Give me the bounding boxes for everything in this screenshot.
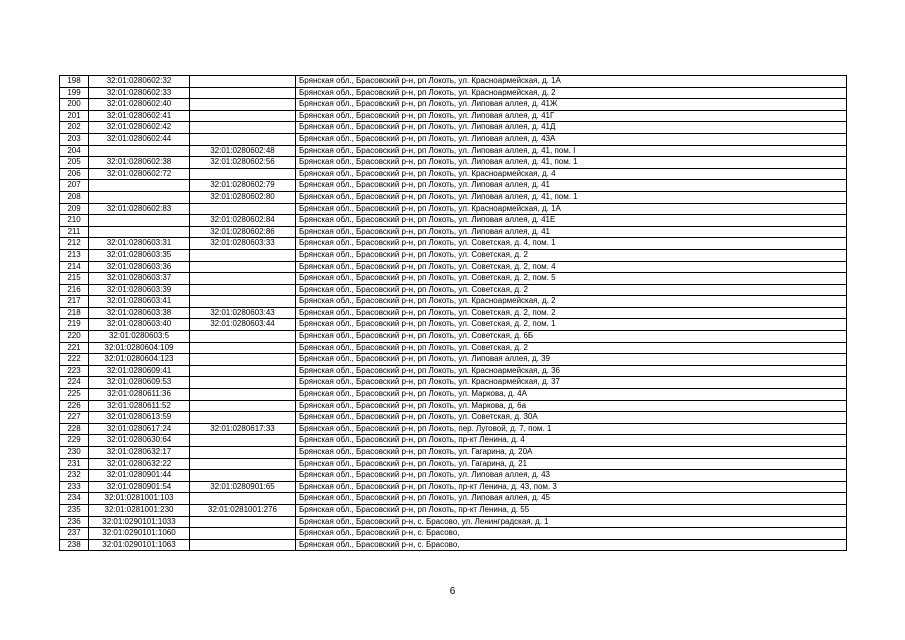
- table-row: [60, 377, 847, 389]
- address-cell: Брянская обл., Брасовский р-н, рп Локоть, пр-кт Ленина, д. 55: [296, 504, 847, 516]
- row-number-cell: 212: [60, 238, 89, 250]
- address-cell: Брянская обл., Брасовский р-н, рп Локоть, пр-кт Ленина, д. 4: [296, 435, 847, 447]
- address-cell: Брянская обл., Брасовский р-н, рп Локоть, ул. Советская, д. 2: [296, 342, 847, 354]
- row-number-cell: 200: [60, 99, 89, 111]
- cadastral-number-cell: 32:01:0280611:52: [89, 400, 190, 412]
- address-cell: Брянская обл., Брасовский р-н, рп Локоть, ул. Липовая аллея, д. 39: [296, 354, 847, 366]
- cadastral-number-cell: 32:01:0280632:17: [89, 447, 190, 459]
- cadastral-number-cell: 32:01:0280632:22: [89, 458, 190, 470]
- row-number-cell: 226: [60, 400, 89, 412]
- table-row: [60, 226, 847, 238]
- row-number-cell: 213: [60, 249, 89, 261]
- related-cadastral-number-cell: [190, 400, 296, 412]
- cadastral-number-cell: [89, 145, 190, 157]
- cadastral-number-cell: 32:01:0280609:53: [89, 377, 190, 389]
- related-cadastral-number-cell: [190, 76, 296, 88]
- table-row: [60, 365, 847, 377]
- address-cell: Брянская обл., Брасовский р-н, рп Локоть, ул. Советская, д. 4, пом. 1: [296, 238, 847, 250]
- table-row: [60, 539, 847, 551]
- address-cell: Брянская обл., Брасовский р-н, рп Локоть, ул. Советская, д. 2, пом. 4: [296, 261, 847, 273]
- address-cell: Брянская обл., Брасовский р-н, рп Локоть, ул. Липовая аллея, д. 41, пом. I: [296, 145, 847, 157]
- row-number-cell: 216: [60, 284, 89, 296]
- row-number-cell: 237: [60, 528, 89, 540]
- related-cadastral-number-cell: 32:01:0280901:65: [190, 481, 296, 493]
- related-cadastral-number-cell: 32:01:0280603:43: [190, 307, 296, 319]
- row-number-cell: 220: [60, 331, 89, 343]
- related-cadastral-number-cell: 32:01:0280602:84: [190, 215, 296, 227]
- related-cadastral-number-cell: [190, 273, 296, 285]
- row-number-cell: 232: [60, 470, 89, 482]
- address-cell: Брянская обл., Брасовский р-н, рп Локоть, ул. Липовая аллея, д. 41Г: [296, 110, 847, 122]
- cadastral-number-cell: 32:01:0280613:59: [89, 412, 190, 424]
- related-cadastral-number-cell: [190, 133, 296, 145]
- row-number-cell: 234: [60, 493, 89, 505]
- address-cell: Брянская обл., Брасовский р-н, рп Локоть, ул. Красноармейская, д. 2: [296, 296, 847, 308]
- cadastral-number-cell: 32:01:0280603:31: [89, 238, 190, 250]
- cadastral-number-cell: 32:01:0280603:41: [89, 296, 190, 308]
- table-row: [60, 249, 847, 261]
- related-cadastral-number-cell: [190, 365, 296, 377]
- cadastral-number-cell: 32:01:0280611:36: [89, 389, 190, 401]
- related-cadastral-number-cell: [190, 389, 296, 401]
- address-cell: Брянская обл., Брасовский р-н, рп Локоть, ул. Советская, д. 6Б: [296, 331, 847, 343]
- cadastral-number-cell: 32:01:0280603:5: [89, 331, 190, 343]
- address-cell: Брянская обл., Брасовский р-н, рп Локоть, ул. Советская, д. 2: [296, 249, 847, 261]
- row-number-cell: 225: [60, 389, 89, 401]
- table-row: [60, 261, 847, 273]
- table-row: [60, 342, 847, 354]
- row-number-cell: 207: [60, 180, 89, 192]
- address-cell: Брянская обл., Брасовский р-н, с. Брасово,: [296, 528, 847, 540]
- address-cell: Брянская обл., Брасовский р-н, с. Брасово,: [296, 539, 847, 551]
- address-cell: Брянская обл., Брасовский р-н, рп Локоть, ул. Советская, д. 2: [296, 284, 847, 296]
- cadastral-number-cell: 32:01:0280603:36: [89, 261, 190, 273]
- address-cell: Брянская обл., Брасовский р-н, с. Брасово, ул. Ленинградская, д. 1: [296, 516, 847, 528]
- row-number-cell: 230: [60, 447, 89, 459]
- registry-table-body: [60, 76, 847, 551]
- table-row: [60, 412, 847, 424]
- row-number-cell: 224: [60, 377, 89, 389]
- cadastral-number-cell: [89, 215, 190, 227]
- cadastral-number-cell: 32:01:0280602:72: [89, 168, 190, 180]
- address-cell: Брянская обл., Брасовский р-н, рп Локоть, ул. Липовая аллея, д. 43А: [296, 133, 847, 145]
- related-cadastral-number-cell: [190, 296, 296, 308]
- related-cadastral-number-cell: [190, 377, 296, 389]
- related-cadastral-number-cell: [190, 458, 296, 470]
- cadastral-number-cell: 32:01:0280604:123: [89, 354, 190, 366]
- cadastral-number-cell: 32:01:0280617:24: [89, 423, 190, 435]
- row-number-cell: 228: [60, 423, 89, 435]
- table-row: [60, 435, 847, 447]
- table-row: [60, 307, 847, 319]
- table-row: [60, 110, 847, 122]
- row-number-cell: 231: [60, 458, 89, 470]
- table-row: [60, 331, 847, 343]
- cadastral-number-cell: 32:01:0280603:39: [89, 284, 190, 296]
- table-row: [60, 481, 847, 493]
- address-cell: Брянская обл., Брасовский р-н, рп Локоть, ул. Гагарина, д. 21: [296, 458, 847, 470]
- row-number-cell: 235: [60, 504, 89, 516]
- row-number-cell: 211: [60, 226, 89, 238]
- related-cadastral-number-cell: [190, 122, 296, 134]
- cadastral-number-cell: 32:01:0280901:44: [89, 470, 190, 482]
- related-cadastral-number-cell: [190, 470, 296, 482]
- cadastral-number-cell: [89, 180, 190, 192]
- row-number-cell: 214: [60, 261, 89, 273]
- table-row: [60, 458, 847, 470]
- cadastral-number-cell: 32:01:0281001:103: [89, 493, 190, 505]
- related-cadastral-number-cell: [190, 516, 296, 528]
- cadastral-number-cell: [89, 226, 190, 238]
- address-cell: Брянская обл., Брасовский р-н, рп Локоть, ул. Маркова, д. 4А: [296, 389, 847, 401]
- table-row: [60, 191, 847, 203]
- cadastral-number-cell: 32:01:0290101:1033: [89, 516, 190, 528]
- table-row: [60, 180, 847, 192]
- related-cadastral-number-cell: 32:01:0280603:44: [190, 319, 296, 331]
- cadastral-number-cell: 32:01:0280602:41: [89, 110, 190, 122]
- row-number-cell: 236: [60, 516, 89, 528]
- cadastral-number-cell: 32:01:0280602:33: [89, 87, 190, 99]
- table-row: [60, 284, 847, 296]
- related-cadastral-number-cell: [190, 99, 296, 111]
- related-cadastral-number-cell: [190, 261, 296, 273]
- row-number-cell: 222: [60, 354, 89, 366]
- table-row: [60, 447, 847, 459]
- address-cell: Брянская обл., Брасовский р-н, рп Локоть, ул. Липовая аллея, д. 45: [296, 493, 847, 505]
- cadastral-number-cell: 32:01:0280609:41: [89, 365, 190, 377]
- address-cell: Брянская обл., Брасовский р-н, рп Локоть, ул. Красноармейская, д. 37: [296, 377, 847, 389]
- related-cadastral-number-cell: 32:01:0280602:80: [190, 191, 296, 203]
- table-row: [60, 215, 847, 227]
- row-number-cell: 229: [60, 435, 89, 447]
- address-cell: Брянская обл., Брасовский р-н, рп Локоть, пер. Луговой, д. 7, пом. 1: [296, 423, 847, 435]
- cadastral-number-cell: 32:01:0280603:37: [89, 273, 190, 285]
- row-number-cell: 201: [60, 110, 89, 122]
- related-cadastral-number-cell: 32:01:0281001:276: [190, 504, 296, 516]
- table-row: [60, 168, 847, 180]
- table-row: [60, 423, 847, 435]
- row-number-cell: 204: [60, 145, 89, 157]
- table-row: [60, 389, 847, 401]
- address-cell: Брянская обл., Брасовский р-н, рп Локоть, ул. Липовая аллея, д. 43: [296, 470, 847, 482]
- cadastral-number-cell: 32:01:0280630:64: [89, 435, 190, 447]
- address-cell: Брянская обл., Брасовский р-н, рп Локоть, ул. Липовая аллея, д. 41, пом. 1: [296, 191, 847, 203]
- cadastral-number-cell: 32:01:0280602:42: [89, 122, 190, 134]
- cadastral-number-cell: [89, 191, 190, 203]
- address-cell: Брянская обл., Брасовский р-н, рп Локоть, ул. Маркова, д. 6а: [296, 400, 847, 412]
- cadastral-number-cell: 32:01:0280603:35: [89, 249, 190, 261]
- address-cell: Брянская обл., Брасовский р-н, рп Локоть, ул. Советская, д. 30А: [296, 412, 847, 424]
- table-row: [60, 516, 847, 528]
- table-row: [60, 122, 847, 134]
- table-row: [60, 157, 847, 169]
- related-cadastral-number-cell: [190, 249, 296, 261]
- address-cell: Брянская обл., Брасовский р-н, рп Локоть, ул. Липовая аллея, д. 41Ж: [296, 99, 847, 111]
- row-number-cell: 205: [60, 157, 89, 169]
- registry-table: [59, 75, 847, 551]
- table-row: [60, 493, 847, 505]
- cadastral-number-cell: 32:01:0280901:54: [89, 481, 190, 493]
- address-cell: Брянская обл., Брасовский р-н, рп Локоть, ул. Советская, д. 2, пом. 2: [296, 307, 847, 319]
- table-row: [60, 145, 847, 157]
- page-number: 6: [449, 586, 456, 597]
- related-cadastral-number-cell: [190, 284, 296, 296]
- related-cadastral-number-cell: 32:01:0280603:33: [190, 238, 296, 250]
- related-cadastral-number-cell: [190, 493, 296, 505]
- row-number-cell: 233: [60, 481, 89, 493]
- related-cadastral-number-cell: [190, 539, 296, 551]
- related-cadastral-number-cell: [190, 447, 296, 459]
- address-cell: Брянская обл., Брасовский р-н, рп Локоть, ул. Липовая аллея, д. 41, пом. 1: [296, 157, 847, 169]
- table-row: [60, 238, 847, 250]
- address-cell: Брянская обл., Брасовский р-н, рп Локоть, ул. Красноармейская, д. 4: [296, 168, 847, 180]
- related-cadastral-number-cell: [190, 342, 296, 354]
- related-cadastral-number-cell: 32:01:0280617:33: [190, 423, 296, 435]
- related-cadastral-number-cell: 32:01:0280602:79: [190, 180, 296, 192]
- related-cadastral-number-cell: [190, 110, 296, 122]
- cadastral-number-cell: 32:01:0290101:1060: [89, 528, 190, 540]
- address-cell: Брянская обл., Брасовский р-н, рп Локоть, ул. Липовая аллея, д. 41: [296, 180, 847, 192]
- row-number-cell: 223: [60, 365, 89, 377]
- row-number-cell: 227: [60, 412, 89, 424]
- row-number-cell: 209: [60, 203, 89, 215]
- address-cell: Брянская обл., Брасовский р-н, рп Локоть, ул. Липовая аллея, д. 41Е: [296, 215, 847, 227]
- related-cadastral-number-cell: [190, 528, 296, 540]
- address-cell: Брянская обл., Брасовский р-н, рп Локоть, ул. Липовая аллея, д. 41: [296, 226, 847, 238]
- cadastral-number-cell: 32:01:0280602:32: [89, 76, 190, 88]
- related-cadastral-number-cell: [190, 331, 296, 343]
- address-cell: Брянская обл., Брасовский р-н, рп Локоть, ул. Красноармейская, д. 1А: [296, 203, 847, 215]
- row-number-cell: 199: [60, 87, 89, 99]
- related-cadastral-number-cell: [190, 435, 296, 447]
- related-cadastral-number-cell: [190, 412, 296, 424]
- table-row: [60, 203, 847, 215]
- address-cell: Брянская обл., Брасовский р-н, рп Локоть, ул. Красноармейская, д. 1А: [296, 76, 847, 88]
- address-cell: Брянская обл., Брасовский р-н, рп Локоть, ул. Красноармейская, д. 36: [296, 365, 847, 377]
- cadastral-number-cell: 32:01:0280602:40: [89, 99, 190, 111]
- related-cadastral-number-cell: 32:01:0280602:48: [190, 145, 296, 157]
- related-cadastral-number-cell: [190, 168, 296, 180]
- address-cell: Брянская обл., Брасовский р-н, рп Локоть, ул. Советская, д. 2, пом. 1: [296, 319, 847, 331]
- row-number-cell: 202: [60, 122, 89, 134]
- address-cell: Брянская обл., Брасовский р-н, рп Локоть, ул. Красноармейская, д. 2: [296, 87, 847, 99]
- row-number-cell: 206: [60, 168, 89, 180]
- address-cell: Брянская обл., Брасовский р-н, рп Локоть, ул. Липовая аллея, д. 41Д: [296, 122, 847, 134]
- row-number-cell: 215: [60, 273, 89, 285]
- row-number-cell: 218: [60, 307, 89, 319]
- table-row: [60, 133, 847, 145]
- table-row: [60, 87, 847, 99]
- address-cell: Брянская обл., Брасовский р-н, рп Локоть, пр-кт Ленина, д. 43, пом. 3: [296, 481, 847, 493]
- row-number-cell: 210: [60, 215, 89, 227]
- related-cadastral-number-cell: [190, 87, 296, 99]
- related-cadastral-number-cell: [190, 354, 296, 366]
- table-row: [60, 273, 847, 285]
- row-number-cell: 238: [60, 539, 89, 551]
- related-cadastral-number-cell: 32:01:0280602:86: [190, 226, 296, 238]
- address-cell: Брянская обл., Брасовский р-н, рп Локоть, ул. Советская, д. 2, пом. 5: [296, 273, 847, 285]
- table-row: [60, 528, 847, 540]
- related-cadastral-number-cell: 32:01:0280602:56: [190, 157, 296, 169]
- table-row: [60, 99, 847, 111]
- table-row: [60, 470, 847, 482]
- cadastral-number-cell: 32:01:0280603:40: [89, 319, 190, 331]
- cadastral-number-cell: 32:01:0290101:1063: [89, 539, 190, 551]
- table-row: [60, 400, 847, 412]
- table-row: [60, 504, 847, 516]
- table-row: [60, 319, 847, 331]
- row-number-cell: 217: [60, 296, 89, 308]
- row-number-cell: 203: [60, 133, 89, 145]
- table-row: [60, 296, 847, 308]
- cadastral-number-cell: 32:01:0280602:38: [89, 157, 190, 169]
- related-cadastral-number-cell: [190, 203, 296, 215]
- table-row: [60, 76, 847, 88]
- row-number-cell: 198: [60, 76, 89, 88]
- address-cell: Брянская обл., Брасовский р-н, рп Локоть, ул. Гагарина, д. 20А: [296, 447, 847, 459]
- row-number-cell: 221: [60, 342, 89, 354]
- row-number-cell: 219: [60, 319, 89, 331]
- cadastral-number-cell: 32:01:0280603:38: [89, 307, 190, 319]
- cadastral-number-cell: 32:01:0280604:109: [89, 342, 190, 354]
- cadastral-number-cell: 32:01:0280602:44: [89, 133, 190, 145]
- row-number-cell: 208: [60, 191, 89, 203]
- table-row: [60, 354, 847, 366]
- cadastral-number-cell: 32:01:0281001:230: [89, 504, 190, 516]
- cadastral-number-cell: 32:01:0280602:83: [89, 203, 190, 215]
